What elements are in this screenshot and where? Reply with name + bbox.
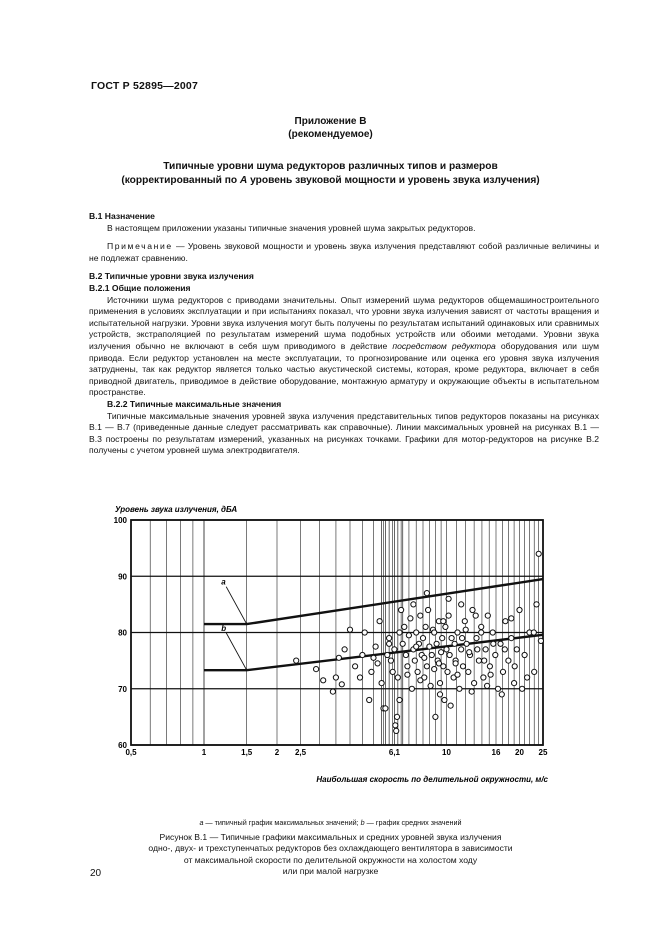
data-point bbox=[432, 667, 437, 672]
data-point bbox=[385, 652, 390, 657]
data-point bbox=[424, 664, 429, 669]
data-point bbox=[495, 686, 500, 691]
data-point bbox=[462, 619, 467, 624]
data-point bbox=[321, 678, 326, 683]
data-point bbox=[525, 675, 530, 680]
data-point bbox=[503, 619, 508, 624]
data-point bbox=[379, 681, 384, 686]
y-tick-label: 80 bbox=[118, 628, 127, 638]
data-point bbox=[536, 551, 541, 556]
data-point bbox=[383, 706, 388, 711]
b1-text: В настоящем приложении указаны типичные значения уровней шума закрытых редукторов. bbox=[107, 222, 476, 233]
x-tick-label: 6,1 bbox=[388, 748, 401, 757]
data-point bbox=[463, 627, 468, 632]
data-point bbox=[314, 667, 319, 672]
main-title-line2-pre: (корректированный по bbox=[121, 175, 240, 186]
data-point bbox=[487, 664, 492, 669]
data-point bbox=[397, 697, 402, 702]
data-point bbox=[506, 658, 511, 663]
data-point bbox=[414, 630, 419, 635]
data-point bbox=[429, 652, 434, 657]
x-tick-label: 10 bbox=[442, 748, 451, 757]
x-axis-label: Наибольшая скорость по делительной окружности, м/с bbox=[316, 775, 548, 784]
data-point bbox=[427, 644, 432, 649]
data-point bbox=[440, 636, 445, 641]
b21-heading: В.2.1 Общие положения bbox=[89, 282, 191, 293]
appendix-title: Приложение В bbox=[294, 116, 367, 127]
legend-b-letter: b bbox=[360, 818, 365, 827]
data-point bbox=[502, 647, 507, 652]
data-point bbox=[481, 675, 486, 680]
data-point bbox=[442, 697, 447, 702]
data-point bbox=[472, 681, 477, 686]
data-point bbox=[464, 641, 469, 646]
data-point bbox=[490, 630, 495, 635]
data-point bbox=[408, 616, 413, 621]
data-point bbox=[531, 630, 536, 635]
data-point bbox=[474, 636, 479, 641]
data-point bbox=[377, 619, 382, 624]
data-point bbox=[369, 669, 374, 674]
b21-text-2: оборудования или шум привода. Если редуктор установлен на месте эксплуатации, то прогнозирование или оценка его уровня звука излучения затруднены, так как редуктор является только частью акустической системы, которая, кроме редуктора, включает в себя приводной двигатель, приводимое в действие оборудование, монтажную арматуру и окружающие объекты в испытательном пространстве. bbox=[89, 340, 599, 398]
data-point bbox=[357, 675, 362, 680]
b1-heading: В.1 Назначение bbox=[89, 211, 155, 221]
y-tick-label: 60 bbox=[118, 741, 127, 750]
legend-a-text: — типичный график максимальных значений; bbox=[203, 818, 361, 827]
main-title-line2 bbox=[60, 174, 601, 187]
data-point bbox=[411, 602, 416, 607]
data-point bbox=[441, 619, 446, 624]
caption-line4: или при малой нагрузке bbox=[282, 866, 379, 877]
data-point bbox=[339, 682, 344, 687]
data-point bbox=[459, 647, 464, 652]
y-tick-label: 100 bbox=[113, 516, 127, 525]
noise-level-chart bbox=[95, 500, 555, 785]
data-point bbox=[445, 669, 450, 674]
data-point bbox=[479, 624, 484, 629]
data-point bbox=[433, 714, 438, 719]
data-point bbox=[520, 686, 525, 691]
data-point bbox=[399, 607, 404, 612]
main-title-a-letter: А bbox=[239, 175, 248, 186]
data-point bbox=[449, 636, 454, 641]
data-point bbox=[422, 655, 427, 660]
data-point bbox=[455, 630, 460, 635]
data-point bbox=[534, 602, 539, 607]
data-point bbox=[467, 650, 472, 655]
data-point bbox=[360, 652, 365, 657]
data-point bbox=[538, 638, 543, 643]
data-point bbox=[455, 672, 460, 677]
data-point bbox=[434, 641, 439, 646]
data-point bbox=[428, 683, 433, 688]
series-label-b: b bbox=[221, 623, 227, 633]
data-point bbox=[453, 661, 458, 666]
data-point bbox=[488, 672, 493, 677]
x-tick-label: 0,5 bbox=[125, 748, 137, 757]
data-point bbox=[460, 664, 465, 669]
data-point bbox=[460, 636, 465, 641]
data-point bbox=[498, 641, 503, 646]
page-number: 20 bbox=[90, 868, 102, 879]
x-tick-label: 25 bbox=[538, 748, 548, 757]
b2-heading: В.2 Типичные уровни звука излучения bbox=[89, 271, 254, 282]
data-point bbox=[469, 689, 474, 694]
note-paragraph bbox=[89, 241, 599, 264]
data-point bbox=[409, 686, 414, 691]
data-point bbox=[375, 661, 380, 666]
data-point bbox=[512, 681, 517, 686]
data-point bbox=[499, 692, 504, 697]
b21-text bbox=[89, 295, 599, 399]
data-point bbox=[424, 591, 429, 596]
data-point bbox=[402, 624, 407, 629]
y-axis-label: Уровень звука излучения, дБА bbox=[115, 505, 238, 514]
data-point bbox=[414, 644, 419, 649]
data-point bbox=[388, 658, 393, 663]
data-point bbox=[405, 672, 410, 677]
data-point bbox=[459, 602, 464, 607]
standard-code: ГОСТ Р 52895—2007 bbox=[91, 80, 199, 92]
b22-text: Типичные максимальные значения уровней звука излучения представительных типов редукторов показаны на рисунках В.1 — В.7 (приведенные данные следует рассматривать как справочные). Линии максимальных уровней на рисунках В.1 — В.3 построены по результатам измерений, указанных на рисунках точками. Графики для мотор-редукторов на рисунке В.2 получены с учетом уровней шума электродвигателя. bbox=[89, 410, 599, 456]
data-point bbox=[330, 689, 335, 694]
x-tick-label: 2 bbox=[274, 748, 280, 757]
data-point bbox=[500, 669, 505, 674]
main-title-line2-post: уровень звуковой мощности и уровень звука излучения) bbox=[247, 175, 540, 186]
data-point bbox=[443, 624, 448, 629]
data-point bbox=[336, 655, 341, 660]
data-point bbox=[437, 692, 442, 697]
data-point bbox=[485, 683, 490, 688]
note-text: — Уровень звуковой мощности и уровень звука излучения представляют собой различные величины и не подлежат сравнению. bbox=[89, 241, 599, 263]
appendix-note: (рекомендуемое) bbox=[288, 129, 373, 140]
leader-line-a bbox=[226, 587, 247, 624]
data-point bbox=[491, 641, 496, 646]
data-point bbox=[470, 607, 475, 612]
data-point bbox=[436, 661, 441, 666]
data-point bbox=[509, 636, 514, 641]
data-point bbox=[473, 613, 478, 618]
data-point bbox=[387, 641, 392, 646]
data-point bbox=[373, 644, 378, 649]
data-point bbox=[400, 641, 405, 646]
data-point bbox=[394, 728, 399, 733]
caption-line3: от максимальной скорости по делительной окружности на холостом ходу bbox=[183, 854, 478, 865]
data-point bbox=[405, 664, 410, 669]
b21-text-1: Источники шума редукторов с приводами значительны. Опыт измерений шума редукторов общемашиностроительного применения в условиях эксплуатации и при испытаниях показал, что уровни звука излучения зависят от частоты вращения и испытательной нагрузки. Уровни звука излучения могут быть получены по результатам испытаний одинаковых или сравнимых устройств, экстраполяцией по результатам измерений шума подобных устройств или обоими методами. Уровни звука излучения обычно не включают в себя шум приводимого в действие bbox=[89, 294, 599, 351]
y-tick-label: 90 bbox=[118, 572, 127, 582]
data-point bbox=[390, 669, 395, 674]
x-tick-label: 20 bbox=[515, 748, 524, 757]
data-point bbox=[476, 658, 481, 663]
data-point bbox=[426, 607, 431, 612]
data-point bbox=[393, 723, 398, 728]
data-point bbox=[517, 607, 522, 612]
data-point bbox=[483, 647, 488, 652]
legend-note bbox=[60, 818, 601, 827]
data-point bbox=[439, 650, 444, 655]
caption-line2: одно-, двух- и трехступенчатых редукторов без охлаждающего вентилятора в зависимости bbox=[148, 843, 513, 854]
data-point bbox=[362, 630, 367, 635]
data-point bbox=[447, 652, 452, 657]
data-point bbox=[457, 686, 462, 691]
legend-a-letter: а bbox=[199, 818, 204, 827]
data-point bbox=[395, 675, 400, 680]
data-point bbox=[446, 596, 451, 601]
note-label: Примечание bbox=[107, 241, 173, 252]
data-point bbox=[432, 630, 437, 635]
data-point bbox=[387, 636, 392, 641]
caption-line1: Рисунок В.1 — Типичные графики максимальных и средних уровней звука излучения bbox=[159, 832, 502, 842]
data-point bbox=[532, 669, 537, 674]
data-point bbox=[418, 678, 423, 683]
body-text bbox=[89, 211, 599, 457]
leader-line-b bbox=[226, 633, 247, 670]
data-point bbox=[423, 624, 428, 629]
data-point bbox=[522, 652, 527, 657]
data-point bbox=[448, 703, 453, 708]
x-tick-label: 1 bbox=[201, 748, 207, 757]
data-point bbox=[392, 647, 397, 652]
data-point bbox=[294, 658, 299, 663]
data-point bbox=[412, 658, 417, 663]
legend-b-text: — график средних значений bbox=[364, 818, 462, 827]
data-point bbox=[397, 630, 402, 635]
data-point bbox=[333, 675, 338, 680]
data-point bbox=[420, 636, 425, 641]
data-point bbox=[514, 647, 519, 652]
data-point bbox=[342, 647, 347, 652]
data-point bbox=[347, 627, 352, 632]
series-label-a: а bbox=[221, 577, 226, 587]
y-tick-label: 70 bbox=[118, 684, 127, 694]
data-point bbox=[371, 655, 376, 660]
data-point bbox=[452, 641, 457, 646]
data-point bbox=[394, 714, 399, 719]
x-tick-label: 2,5 bbox=[294, 748, 307, 757]
data-point bbox=[509, 616, 514, 621]
data-point bbox=[475, 647, 480, 652]
data-point bbox=[406, 633, 411, 638]
data-point bbox=[415, 669, 420, 674]
x-tick-label: 16 bbox=[491, 748, 501, 757]
data-point bbox=[444, 647, 449, 652]
x-tick-label: 1,5 bbox=[241, 748, 253, 757]
data-point bbox=[512, 664, 517, 669]
b21-text-italic: посредством редуктора bbox=[392, 340, 496, 351]
data-point bbox=[479, 630, 484, 635]
data-point bbox=[403, 652, 408, 657]
data-point bbox=[437, 681, 442, 686]
main-title-line1: Типичные уровни шума редукторов различных типов и размеров bbox=[163, 161, 498, 172]
data-point bbox=[485, 613, 490, 618]
data-point bbox=[367, 697, 372, 702]
data-point bbox=[493, 652, 498, 657]
data-point bbox=[418, 613, 423, 618]
data-point bbox=[353, 664, 358, 669]
data-point bbox=[446, 613, 451, 618]
figure-caption bbox=[60, 832, 601, 878]
b22-heading: В.2.2 Типичные максимальные значения bbox=[107, 398, 282, 409]
data-point bbox=[482, 658, 487, 663]
data-point bbox=[466, 669, 471, 674]
